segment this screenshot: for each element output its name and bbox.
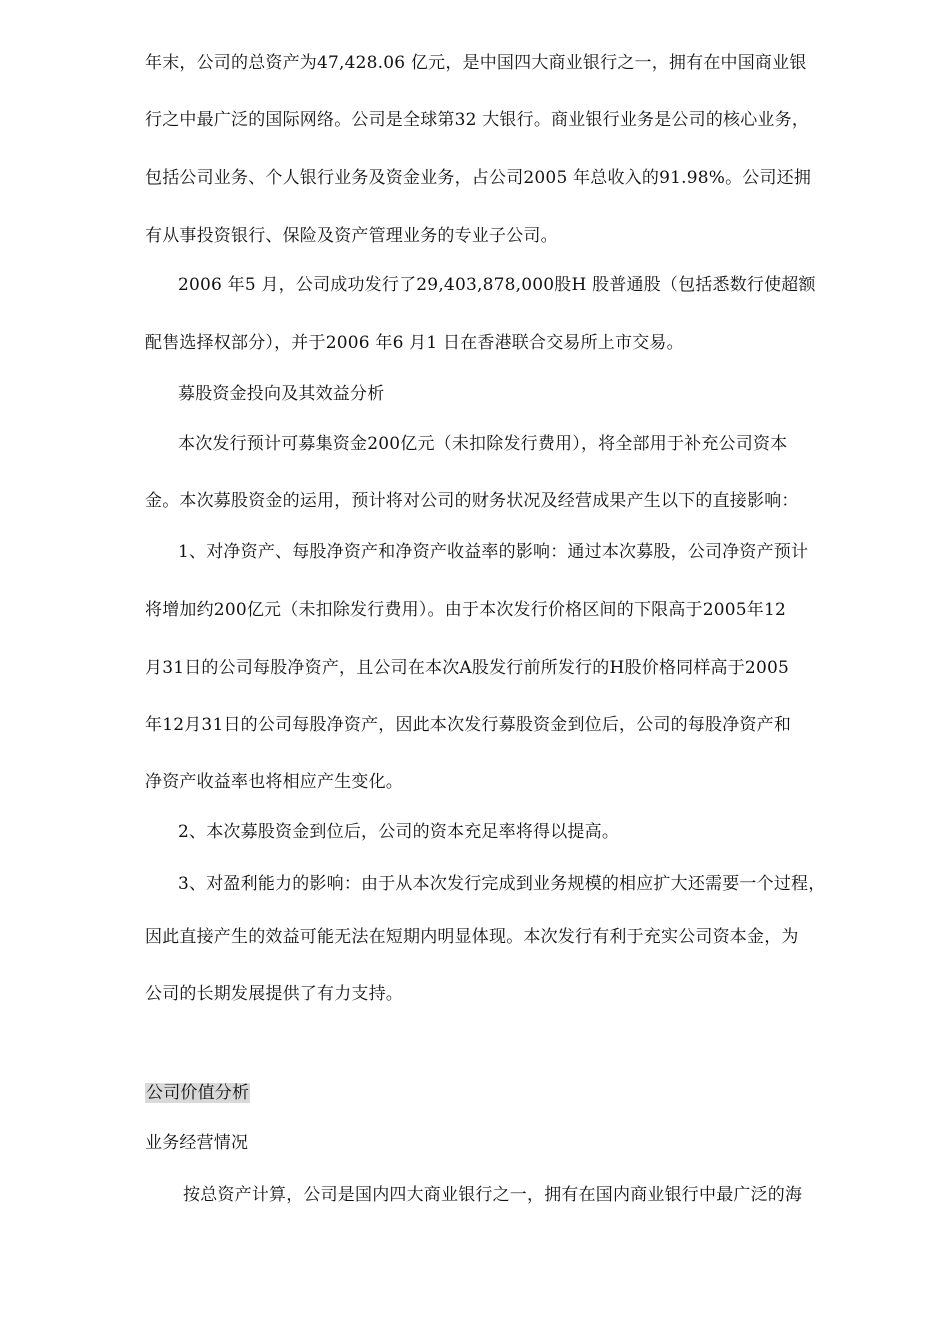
paragraph-line: 年末，公司的总资产为47,428.06 亿元，是中国四大商业银行之一，拥有在中国商业银 (145, 53, 807, 73)
section-title-text: 公司价值分析 (146, 1083, 250, 1103)
paragraph-line: 因此直接产生的效益可能无法在短期内明显体现。本次发行有利于充实公司资本金，为 (145, 927, 799, 947)
paragraph-line: 2、本次募股资金到位后，公司的资本充足率将得以提高。 (178, 822, 620, 842)
paragraph-line: 3、对盈利能力的影响：由于从本次发行完成到业务规模的相应扩大还需要一个过程， (178, 874, 826, 894)
paragraph-line: 1、对净资产、每股净资产和净资产收益率的影响：通过本次募股，公司净资产预计 (178, 542, 809, 562)
paragraph-line: 年12月31日的公司每股净资产，因此本次发行募股资金到位后，公司的每股净资产和 (145, 715, 792, 735)
paragraph-line: 2006 年5 月，公司成功发行了29,403,878,000股H 股普通股（包括悉数行使超额 (178, 275, 816, 295)
paragraph-line: 净资产收益率也将相应产生变化。 (145, 772, 403, 792)
paragraph-line: 将增加约200亿元（未扣除发行费用）。由于本次发行价格区间的下限高于2005年12 (145, 600, 787, 620)
paragraph-line: 本次发行预计可募集资金200亿元（未扣除发行费用），将全部用于补充公司资本 (178, 434, 788, 454)
paragraph-line: 按总资产计算，公司是国内四大商业银行之一，拥有在国内商业银行中最广泛的海 (183, 1185, 803, 1205)
paragraph-line: 公司的长期发展提供了有力支持。 (145, 984, 403, 1004)
paragraph-line: 月31日的公司每股净资产，且公司在本次A股发行前所发行的H股价格同样高于2005 (145, 658, 789, 678)
paragraph-line: 金。本次募股资金的运用，预计将对公司的财务状况及经营成果产生以下的直接影响： (145, 491, 799, 511)
section-heading: 募股资金投向及其效益分析 (178, 384, 385, 404)
paragraph-line: 行之中最广泛的国际网络。公司是全球第32 大银行。商业银行业务是公司的核心业务， (145, 110, 810, 130)
section-title (145, 1081, 250, 1105)
subheading: 业务经营情况 (145, 1133, 249, 1153)
paragraph-line: 有从事投资银行、保险及资产管理业务的专业子公司。 (145, 226, 558, 246)
paragraph-line: 配售选择权部分），并于2006 年6 月1 日在香港联合交易所上市交易。 (145, 333, 684, 353)
paragraph-line: 包括公司业务、个人银行业务及资金业务，占公司2005 年总收入的91.98%。公司还拥 (145, 168, 812, 188)
